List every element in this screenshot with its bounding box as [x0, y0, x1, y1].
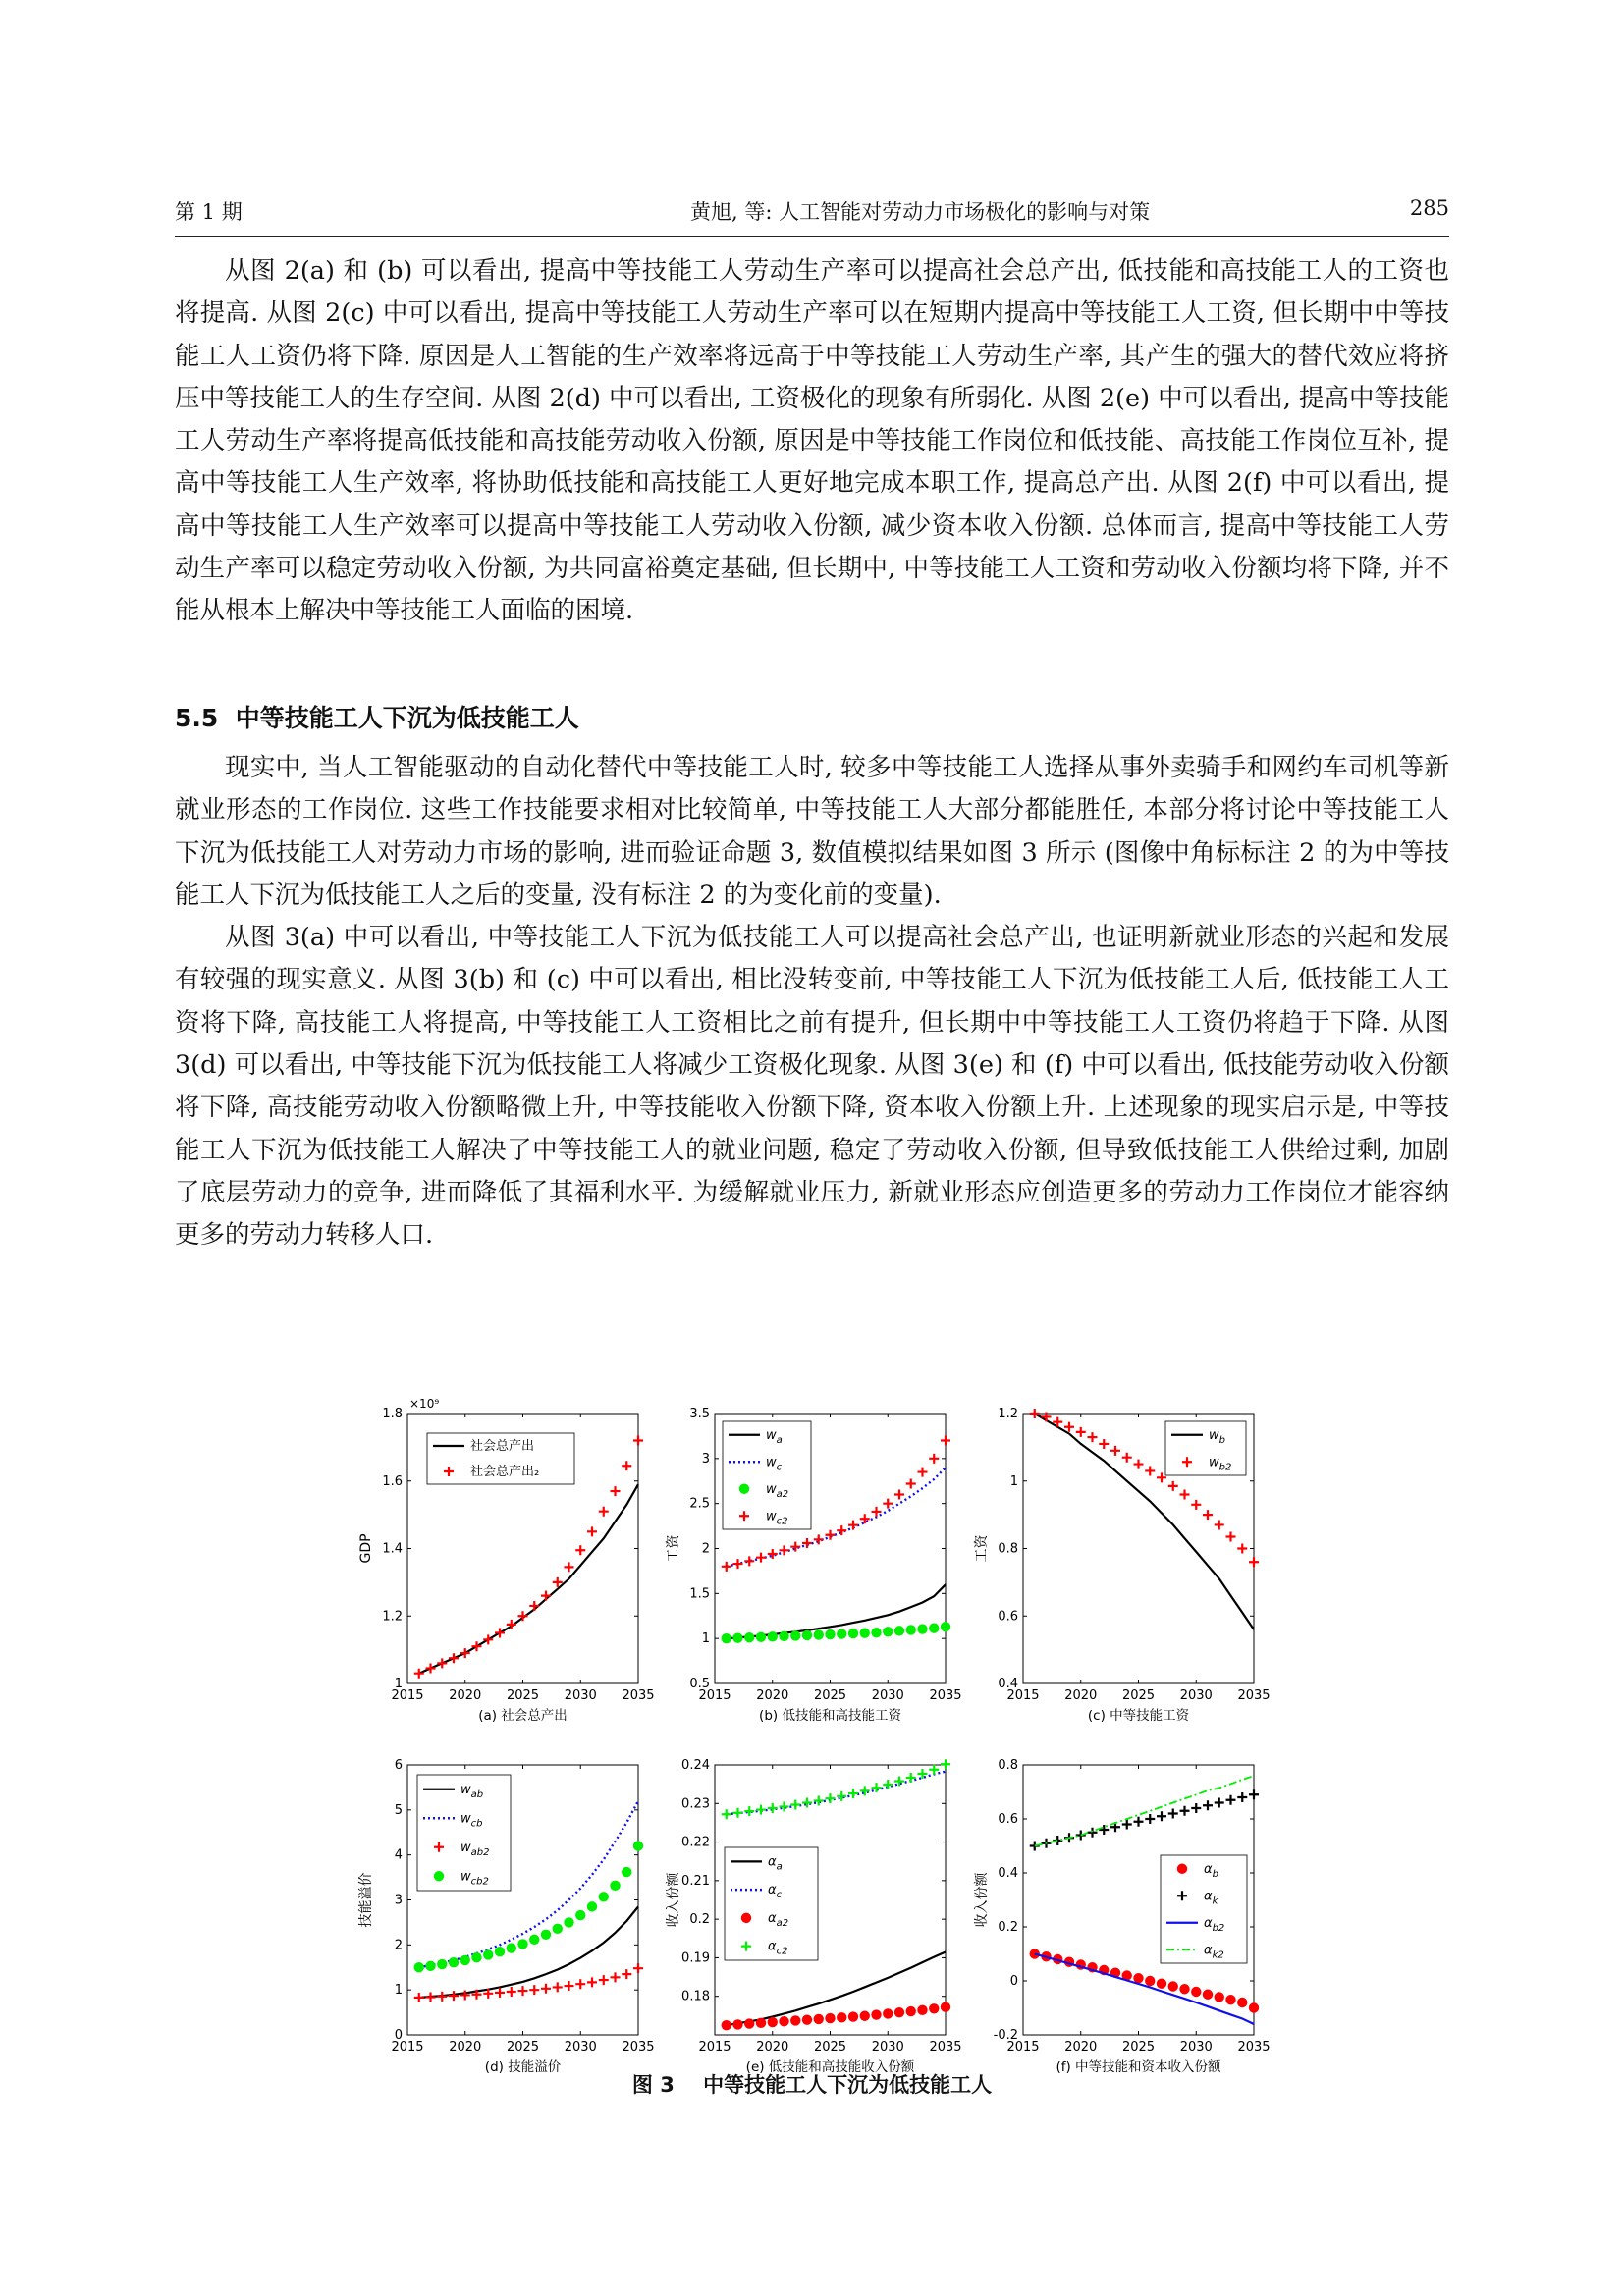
dot-marker	[1145, 1976, 1155, 1986]
legend-label: 社会总产出₂	[470, 1465, 540, 1479]
legend-label: $w_{ab2}$	[460, 1840, 490, 1858]
y-axis-label: 工资	[974, 1534, 990, 1563]
chart-panel	[973, 1758, 1271, 2075]
legend-label: $w_c$	[766, 1455, 783, 1473]
dot-marker	[814, 2014, 824, 2024]
y-tick-label: 0.2	[998, 1920, 1018, 1935]
x-tick-label: 2030	[871, 1688, 904, 1703]
x-tick-label: 2020	[1064, 2040, 1098, 2055]
dot-marker	[495, 1947, 505, 1956]
paragraph-block-1	[175, 250, 1449, 633]
dot-marker	[768, 1631, 778, 1641]
x-tick-label: 2035	[1237, 2040, 1271, 2055]
dot-marker	[825, 1629, 835, 1639]
dot-marker	[722, 1633, 731, 1643]
dot-marker	[553, 1924, 563, 1934]
legend-label: 社会总产出	[470, 1439, 535, 1454]
dot-marker	[739, 1484, 749, 1494]
x-tick-label: 2025	[813, 1688, 847, 1703]
legend-label: $\alpha_b$	[1204, 1861, 1218, 1880]
running-title: 黄旭, 等: 人工智能对劳动力市场极化的影响与对策	[690, 200, 1151, 224]
figure-label: 图 3	[631, 2073, 675, 2097]
dot-marker	[1203, 1990, 1213, 2000]
dot-marker	[744, 1632, 754, 1642]
legend-box	[1165, 1421, 1246, 1475]
dot-marker	[860, 1628, 870, 1637]
running-header	[175, 196, 1449, 230]
paragraph: 从图 3(a) 中可以看出, 中等技能工人下沉为低技能工人可以提高社会总产出, 也证明新就业形态的兴起和发展有较强的现实意义. 从图 3(b) 和 (c) 中可以看出, 相比没转变前, 中等技能工人下沉为低技能工人后, 低技能工人工资将下降, 高技能工人将提高, 中等技能工人工资相比之前有提升, 但长期中中等技能工人工资仍将趋于下降. 从图 3(d) 可以看出, 中等技能下沉为低技能工人将减少工资极化现象. 从图 3(e) 和 (f) 中可以看出, 低技能劳动收入份额将下降, 高技能劳动收入份额略微上升, 中等技能收入份额下降, 资本收入份额上升. 上述现象的现实启示是, 中等技能工人下沉为低技能工人解决了中等技能工人的就业问题, 稳定了劳动收入份额, 但导致低技能工人供给过剩, 加剧了底层劳动力的竞争, 进而降低了其福利水平. 为缓解就业压力, 新就业形态应创造更多的劳动力工作岗位才能容纳更多的劳动力转移人口.	[175, 923, 1450, 1251]
paragraph: 现实中, 当人工智能驱动的自动化替代中等技能工人时, 较多中等技能工人选择从事外卖骑手和网约车司机等新就业形态的工作岗位. 这些工作技能要求相对比较简单, 中等技能工人大部分都能胜任, 本部分将讨论中等技能工人下沉为低技能工人对劳动力市场的影响, 进而验证命题 3, 数值模拟结果如图 3 所示 (图像中角标标注 2 的为中等技能工人下沉为低技能工人之后的变量, 没有标注 2 的为变化前的变量).	[175, 753, 1449, 910]
journal-issue: 第 1 期	[175, 200, 243, 224]
x-tick-label: 2015	[391, 1688, 424, 1703]
y-tick-label: 5	[394, 1802, 403, 1818]
x-tick-label: 2030	[564, 1688, 597, 1703]
panel-caption: (a) 社会总产出	[478, 1708, 568, 1724]
dot-marker	[779, 2016, 788, 2026]
dot-marker	[883, 2008, 893, 2018]
legend-label: $\alpha_k$	[1204, 1889, 1218, 1907]
y-axis-label: 技能溢价	[358, 1872, 374, 1928]
dot-marker	[768, 2017, 778, 2027]
dot-marker	[906, 2006, 916, 2016]
dot-marker	[575, 1910, 585, 1920]
y-axis-label: GDP	[358, 1533, 374, 1564]
y-tick-label: 1	[394, 1983, 403, 1999]
dot-marker	[541, 1930, 551, 1940]
chart-panel	[666, 1407, 962, 1724]
y-axis-label: 收入份额	[974, 1872, 990, 1928]
x-tick-label: 2025	[506, 1688, 540, 1703]
section-heading	[175, 699, 579, 734]
x-tick-label: 2035	[929, 2040, 962, 2055]
axis-exponent: ×10⁹	[409, 1397, 440, 1411]
legend-label: $w_{a2}$	[766, 1481, 789, 1500]
chart-panel	[358, 1397, 655, 1724]
dot-marker	[732, 2019, 742, 2029]
chart-panel	[665, 1758, 962, 2075]
y-tick-label: -0.2	[993, 2028, 1018, 2043]
x-tick-label: 2015	[698, 1688, 731, 1703]
legend-label: $w_{ab}$	[460, 1782, 484, 1800]
x-tick-label: 2030	[1179, 2040, 1213, 2055]
dot-marker	[871, 2009, 881, 2019]
dot-marker	[917, 1624, 927, 1633]
legend-label: $\alpha_{k2}$	[1204, 1943, 1224, 1961]
dot-marker	[802, 1630, 812, 1640]
dot-marker	[1191, 1987, 1201, 1997]
x-tick-label: 2020	[449, 2040, 482, 2055]
panel-caption: (c) 中等技能工资	[1087, 1708, 1190, 1724]
y-tick-label: 3	[701, 1451, 710, 1467]
dot-marker	[814, 1629, 824, 1639]
dot-marker	[599, 1892, 609, 1901]
paragraph-block-2	[175, 747, 1449, 1257]
y-tick-label: 3	[394, 1893, 403, 1908]
y-tick-label: 0.19	[681, 1950, 710, 1966]
x-tick-label: 2030	[564, 2040, 597, 2055]
dot-marker	[871, 1628, 881, 1637]
dot-marker	[860, 2011, 870, 2021]
y-tick-label: 1	[394, 1677, 403, 1691]
dot-marker	[825, 2013, 835, 2023]
x-tick-label: 2015	[1006, 1688, 1040, 1703]
y-tick-label: 1.8	[382, 1407, 403, 1421]
dot-marker	[1168, 1981, 1178, 1991]
x-tick-label: 2020	[756, 2040, 789, 2055]
y-tick-label: 2.5	[689, 1496, 710, 1512]
x-tick-label: 2025	[506, 2040, 540, 2055]
figure-3	[358, 1374, 1286, 2081]
x-tick-label: 2025	[813, 2040, 847, 2055]
dot-marker	[941, 2002, 950, 2012]
figure-caption	[0, 2069, 1624, 2099]
x-tick-label: 2035	[929, 1688, 962, 1703]
dot-marker	[779, 1631, 788, 1641]
y-tick-label: 0.6	[998, 1609, 1018, 1625]
header-rule	[175, 236, 1449, 237]
dot-marker	[564, 1917, 573, 1927]
panel-caption: (b) 低技能和高技能工资	[759, 1708, 901, 1724]
dot-marker	[732, 1633, 742, 1643]
y-tick-label: 0.2	[689, 1912, 710, 1928]
dot-marker	[1215, 1992, 1224, 2002]
dot-marker	[917, 2005, 927, 2015]
y-tick-label: 1.5	[689, 1586, 710, 1602]
dot-marker	[587, 1901, 597, 1911]
legend-label: $w_{cb2}$	[460, 1869, 489, 1888]
x-tick-label: 2035	[1237, 1688, 1271, 1703]
dot-marker	[471, 1952, 481, 1962]
x-tick-label: 2035	[622, 1688, 655, 1703]
legend-label: $\alpha_{b2}$	[1204, 1915, 1225, 1934]
dot-marker	[460, 1955, 470, 1965]
dot-marker	[929, 2003, 939, 2013]
dot-marker	[756, 1632, 766, 1642]
x-tick-label: 2015	[698, 2040, 731, 2055]
dot-marker	[802, 2014, 812, 2024]
dot-marker	[837, 2012, 846, 2022]
y-tick-label: 3.5	[689, 1407, 710, 1421]
dot-marker	[790, 1630, 800, 1640]
figure-title: 中等技能工人下沉为低技能工人	[703, 2073, 993, 2097]
dot-marker	[425, 1961, 435, 1971]
dot-marker	[483, 1949, 493, 1959]
paragraph: 从图 2(a) 和 (b) 可以看出, 提高中等技能工人劳动生产率可以提高社会总产出, 低技能和高技能工人的工资也将提高. 从图 2(c) 中可以看出, 提高中等技能工人劳动生产率可以在短期内提高中等技能工人工资, 但长期中中等技能工人工资仍将下降. 原因是人工智能的生产效率将远高于中等技能工人劳动生产率, 其产生的强大的替代效应将挤压中等技能工人的生存空间. 从图 2(d) 中可以看出, 工资极化的现象有所弱化. 从图 2(e) 中可以看出, 提高中等技能工人劳动生产率将提高低技能和高技能劳动收入份额, 原因是中等技能工作岗位和低技能、高技能工作岗位互补, 提高中等技能工人生产效率, 将协助低技能和高技能工人更好地完成本职工作, 提高总产出. 从图 2(f) 中可以看出, 提高中等技能工人生产效率可以提高中等技能工人劳动收入份额, 减少资本收入份额. 总体而言, 提高中等技能工人劳动生产率可以稳定劳动收入份额, 为共同富裕奠定基础, 但长期中, 中等技能工人工资和劳动收入份额均将下降, 并不能从根本上解决中等技能工人面临的困境.	[175, 256, 1449, 626]
dot-marker	[1237, 1998, 1247, 2007]
y-tick-label: 0.6	[998, 1812, 1018, 1827]
dot-marker	[517, 1939, 527, 1949]
dot-marker	[848, 1629, 858, 1638]
panel-caption: (d) 技能溢价	[484, 2059, 562, 2075]
page-number: 285	[1409, 196, 1449, 220]
dot-marker	[529, 1935, 539, 1945]
dot-marker	[449, 1957, 459, 1967]
legend-label: $w_a$	[766, 1427, 783, 1446]
legend-label: $\alpha_a$	[768, 1854, 783, 1873]
dot-marker	[929, 1623, 939, 1632]
x-tick-label: 2030	[1179, 1688, 1213, 1703]
dot-marker	[1225, 1995, 1235, 2004]
dot-marker	[622, 1867, 631, 1877]
y-axis-label: 工资	[666, 1534, 681, 1563]
dot-marker	[848, 2011, 858, 2021]
legend-label: $w_{cb}$	[460, 1811, 483, 1830]
y-tick-label: 2	[701, 1541, 710, 1557]
dot-marker	[941, 1622, 950, 1631]
panel-caption: (f) 中等技能和资本收入份额	[1056, 2059, 1221, 2075]
y-tick-label: 0.21	[681, 1873, 710, 1889]
y-tick-label: 4	[394, 1847, 403, 1863]
legend-label: $w_b$	[1209, 1427, 1225, 1446]
x-tick-label: 2025	[1121, 1688, 1156, 1703]
legend-label: $\alpha_{c2}$	[768, 1939, 788, 1957]
y-tick-label: 0.5	[689, 1677, 710, 1691]
dot-marker	[1177, 1864, 1187, 1874]
legend-label: $w_{b2}$	[1209, 1455, 1232, 1473]
dot-marker	[722, 2020, 731, 2030]
y-tick-label: 0.23	[681, 1796, 710, 1812]
y-tick-label: 0	[394, 2028, 403, 2043]
dot-marker	[414, 1962, 424, 1972]
panel-caption: (e) 低技能和高技能收入份额	[745, 2059, 915, 2075]
y-tick-label: 6	[394, 1758, 403, 1773]
y-tick-label: 0.8	[998, 1541, 1018, 1557]
y-tick-label: 0.22	[681, 1835, 710, 1850]
y-tick-label: 0.8	[998, 1758, 1018, 1773]
dot-marker	[1179, 1984, 1189, 1994]
x-tick-label: 2035	[622, 2040, 655, 2055]
y-axis-label: 收入份额	[666, 1872, 681, 1928]
y-tick-label: 1	[1009, 1473, 1018, 1489]
dot-marker	[894, 2007, 904, 2017]
dot-marker	[837, 1629, 846, 1638]
y-tick-label: 0.4	[998, 1866, 1018, 1881]
dot-marker	[507, 1943, 516, 1952]
section-title: 中等技能工人下沉为低技能工人	[235, 704, 579, 732]
y-tick-label: 0.4	[998, 1677, 1018, 1691]
x-tick-label: 2025	[1121, 2040, 1156, 2055]
dot-marker	[756, 2018, 766, 2028]
x-tick-label: 2030	[871, 2040, 904, 2055]
y-tick-label: 1.4	[382, 1541, 403, 1557]
section-number: 5.5	[175, 704, 219, 732]
x-tick-label: 2015	[391, 2040, 424, 2055]
x-tick-label: 2020	[1064, 1688, 1098, 1703]
x-tick-label: 2020	[449, 1688, 482, 1703]
dot-marker	[633, 1841, 643, 1850]
y-tick-label: 1.2	[382, 1609, 403, 1625]
x-tick-label: 2015	[1006, 2040, 1040, 2055]
dot-marker	[1249, 2002, 1259, 2012]
dot-marker	[906, 1625, 916, 1634]
y-tick-label: 0	[1009, 1974, 1018, 1989]
dot-marker	[744, 2018, 754, 2028]
y-tick-label: 1	[701, 1631, 710, 1647]
dot-marker	[1157, 1979, 1166, 1989]
dot-marker	[434, 1871, 444, 1881]
x-tick-label: 2020	[756, 1688, 789, 1703]
legend-label: $\alpha_{a2}$	[768, 1910, 789, 1929]
y-tick-label: 0.18	[681, 1989, 710, 2004]
dot-marker	[741, 1913, 751, 1923]
dot-marker	[437, 1959, 447, 1969]
dot-marker	[610, 1881, 620, 1891]
dot-marker	[790, 2015, 800, 2025]
dot-marker	[894, 1626, 904, 1635]
figure-panels	[358, 1374, 1286, 2081]
legend-label: $w_{c2}$	[766, 1509, 788, 1527]
chart-panel	[357, 1758, 655, 2075]
chart-panel	[974, 1407, 1271, 1724]
y-tick-label: 2	[394, 1938, 403, 1953]
legend-label: $\alpha_c$	[768, 1883, 783, 1901]
dot-marker	[883, 1627, 893, 1636]
y-tick-label: 1.6	[382, 1473, 403, 1489]
y-tick-label: 1.2	[998, 1407, 1018, 1421]
y-tick-label: 0.24	[681, 1758, 710, 1773]
